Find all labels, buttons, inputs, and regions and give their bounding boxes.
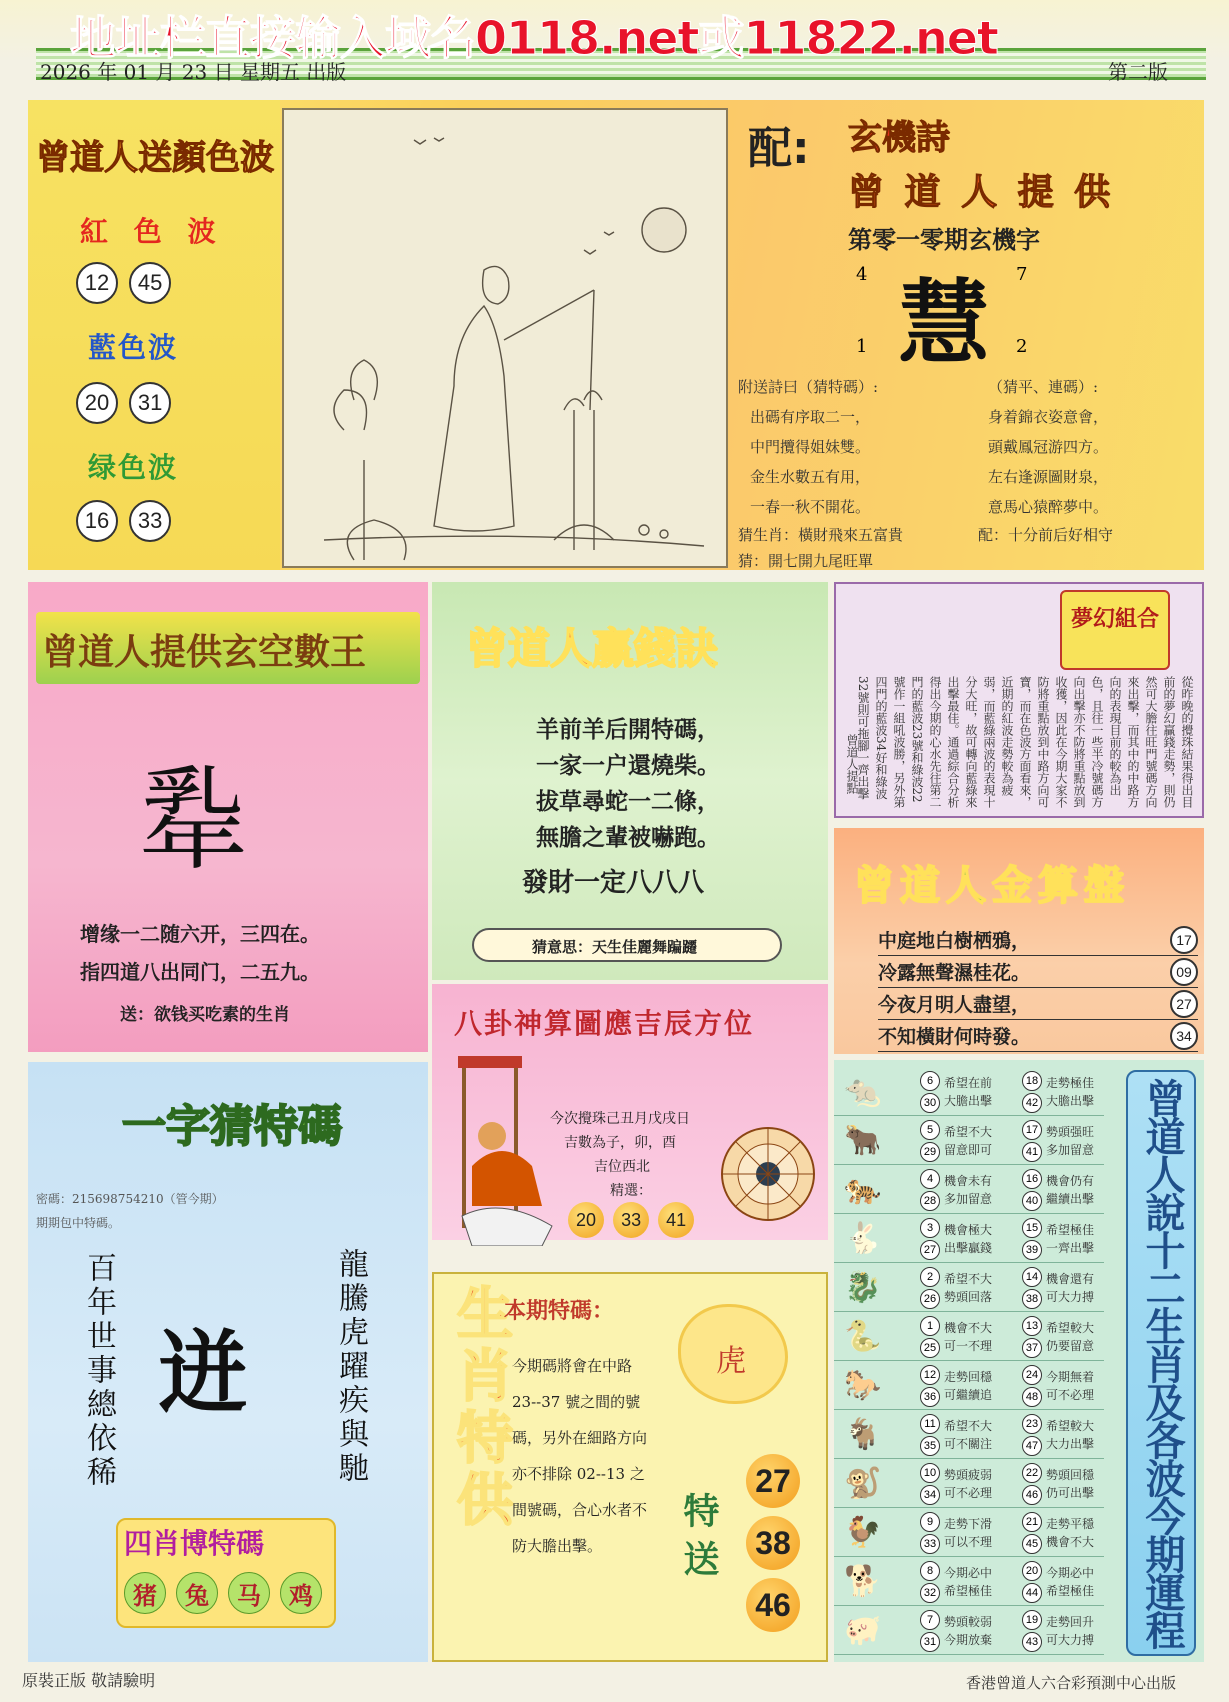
tiger-icon: 🐅 xyxy=(844,1172,882,1207)
four-zodiac-list xyxy=(124,1572,322,1614)
four-zodiac-title: 四肖博特碼 xyxy=(124,1527,265,1560)
zodiac-forecast: 機會不大 可一不理 xyxy=(944,1321,993,1353)
guess-line: 猜：開七開九尾旺單 xyxy=(738,552,874,570)
verse-line: 羊前羊后開特碼， xyxy=(536,716,720,743)
abacus-row xyxy=(878,988,1198,1020)
poem-line: 中門攬得姐妹雙。 xyxy=(750,438,871,456)
zodiac-forecast: 勢頭疲弱 可不必理 xyxy=(944,1468,993,1500)
rabbit-icon: 🐇 xyxy=(844,1221,882,1256)
green-wave-label: 绿色波 xyxy=(88,451,179,484)
zodiac-number: 10 xyxy=(920,1463,940,1483)
bagua-title: 八卦神算圖應吉辰方位 xyxy=(454,1007,755,1040)
poem-line: 出碼有序取二一， xyxy=(750,408,871,426)
dream-badge: 夢幻組合 xyxy=(1060,590,1170,670)
zodiac-number: 12 xyxy=(920,1365,940,1385)
zodiac-number: 11 xyxy=(920,1414,940,1434)
zodiac-forecast: 希望不大 勢頭回落 xyxy=(944,1272,993,1304)
goat-icon: 🐐 xyxy=(844,1417,882,1452)
zodiac-row xyxy=(834,1313,1104,1361)
zodiac-number: 22 xyxy=(1022,1463,1042,1483)
zodiac-number: 7 xyxy=(920,1610,940,1630)
special-send: 特送 xyxy=(678,1492,720,1588)
zodiac-row xyxy=(834,1264,1104,1312)
color-wave-title: 曾道人送顏色波 xyxy=(36,138,274,178)
special-side-title: 生肖特供 xyxy=(448,1284,513,1532)
red-wave-numbers xyxy=(76,262,171,304)
number-ball: 20 xyxy=(568,1202,604,1238)
number-ball: 20 xyxy=(76,382,118,424)
zodiac-row xyxy=(834,1166,1104,1214)
poem-line: 頭戴鳳冠游四方。 xyxy=(988,438,1109,456)
win-secret-verse xyxy=(536,712,720,856)
zodiac-forecast: 走勢回升 可大力搏 xyxy=(1046,1615,1095,1647)
zodiac-number: 8 xyxy=(920,1561,940,1581)
abacus-panel xyxy=(834,828,1204,1054)
zodiac-forecast: 勢頭回穩 仍可出擊 xyxy=(1046,1468,1095,1500)
verse-line: 無膽之輩被嚇跑。 xyxy=(536,824,720,851)
zodiac-number: 43 xyxy=(1022,1632,1042,1652)
zodiac-chip: 鸡 xyxy=(280,1572,322,1614)
zodiac-number: 1 xyxy=(920,1316,940,1336)
zodiac-forecast: 勢頭較弱 今期放棄 xyxy=(944,1615,993,1647)
mystic-character: 慧 xyxy=(898,269,991,377)
special-title: 本期特碼： xyxy=(504,1298,615,1324)
poem-line: 金生水數五有用， xyxy=(750,468,871,486)
zodiac-number: 19 xyxy=(1022,1610,1042,1630)
abacus-row xyxy=(878,956,1198,988)
lady-fishing-illustration xyxy=(282,108,728,568)
horse-icon: 🐎 xyxy=(844,1368,882,1403)
zodiac-chip: 马 xyxy=(228,1572,270,1614)
zodiac-number: 17 xyxy=(1022,1120,1042,1140)
general-on-horse-icon xyxy=(452,1046,562,1246)
snake-icon: 🐍 xyxy=(844,1319,882,1354)
number-ball: 12 xyxy=(76,262,118,304)
red-wave-label: 紅 色 波 xyxy=(80,215,224,248)
monkey-icon: 🐒 xyxy=(844,1466,882,1501)
bagua-line: 吉位西北 xyxy=(594,1159,650,1175)
poem-panel xyxy=(738,100,1204,570)
pei-line: 配：十分前后好相守 xyxy=(978,526,1114,544)
number-ball: 45 xyxy=(129,262,171,304)
bagua-panel xyxy=(432,984,828,1240)
special-number: 27 xyxy=(746,1454,800,1508)
zodiac-forecast: 機會極大 出擊贏錢 xyxy=(944,1223,993,1255)
zodiac-forecast: 希望不大 留意即可 xyxy=(944,1125,993,1157)
zodiac-number: 35 xyxy=(920,1436,940,1456)
zodiac-forecast: 希望較大 大力出擊 xyxy=(1046,1419,1095,1451)
abacus-number: 09 xyxy=(1170,958,1198,986)
zodiac-row xyxy=(834,1558,1104,1606)
provider-label: 曾 道 人 提 供 xyxy=(848,172,1115,213)
footer-right: 香港曾道人六合彩預測中心出版 xyxy=(966,1674,1177,1692)
zodiac-number: 46 xyxy=(1022,1485,1042,1505)
poem-line: 意馬心猿醉夢中。 xyxy=(988,498,1109,516)
xuankong-line: 指四道八出同门，二五九。 xyxy=(80,960,320,984)
blue-wave-numbers xyxy=(76,382,171,424)
footer-left: 原裝正版 敬請驗明 xyxy=(22,1671,156,1690)
zodiac-number: 16 xyxy=(1022,1169,1042,1189)
abacus-list xyxy=(878,924,1198,1052)
dream-body: 從昨晚的攪珠結果得出目前的夢幻贏錢走勢，則仍然可大膽往旺門號碼方向來出擊，而其中的中路方向的表現目前的較為出色，且往一些半冷號碼方向出擊亦不防將重點放到收獲，因此在今期大家不防將重點放到中路方向可寶，而在色波方面看來，近期的紅波走勢較為疲弱，而藍綠兩波的表現十分大旺，故可轉向藍綠來出擊最佳。通過綜合分析得出今期的心水先往第二門的藍波23號和綠波22號作一組吼波勝，另外第四門的藍波34好和綠波32號則可拖腳一齊出擊 xyxy=(856,676,1194,808)
zodiac-number: 29 xyxy=(920,1142,940,1162)
special-zodiac: 虎 xyxy=(716,1344,746,1379)
zodiac-number: 21 xyxy=(1022,1512,1042,1532)
corner-digit: 4 xyxy=(856,264,868,285)
bagua-line: 精選： xyxy=(610,1183,652,1199)
dream-panel xyxy=(834,582,1204,818)
special-numbers xyxy=(746,1454,800,1632)
bagua-line: 今次攪珠己丑月戊戌日 xyxy=(550,1111,690,1127)
zodiac-forecast: 走勢平穩 機會不大 xyxy=(1046,1517,1095,1549)
ox-icon: 🐂 xyxy=(844,1123,882,1158)
zodiac-number: 5 xyxy=(920,1120,940,1140)
zodiac-row xyxy=(834,1509,1104,1557)
zodiac-row xyxy=(834,1068,1104,1116)
abacus-line: 今夜月明人盡望， xyxy=(878,994,1031,1016)
bagua-numbers xyxy=(568,1202,698,1238)
zodiac-forecast: 今期必中 希望極佳 xyxy=(1046,1566,1095,1598)
zodiac-row xyxy=(834,1411,1104,1459)
corner-digit: 2 xyxy=(1016,336,1028,357)
rat-icon: 🐀 xyxy=(844,1074,882,1109)
number-ball: 41 xyxy=(658,1202,694,1238)
zodiac-row xyxy=(834,1362,1104,1410)
rooster-icon: 🐓 xyxy=(844,1515,882,1550)
xuankong-gift: 送：欲钱买吃素的生肖 xyxy=(120,1005,290,1025)
zodiac-forecast: 機會還有 可大力搏 xyxy=(1046,1272,1095,1304)
zodiac-number: 15 xyxy=(1022,1218,1042,1238)
zodiac-number: 14 xyxy=(1022,1267,1042,1287)
zodiac-forecast: 機會未有 多加留意 xyxy=(944,1174,993,1206)
zodiac-forecast: 勢頭强旺 多加留意 xyxy=(1046,1125,1095,1157)
zodiac-row xyxy=(834,1215,1104,1263)
zodiac-chip: 兔 xyxy=(176,1572,218,1614)
pig-icon: 🐖 xyxy=(844,1613,882,1648)
zodiac-number: 36 xyxy=(920,1387,940,1407)
poem-intro-right: （猜平、連碼）: xyxy=(988,378,1099,396)
bagua-line: 吉數為子，卯，酉 xyxy=(564,1135,676,1151)
poem-line: 左右逢源圖財泉， xyxy=(988,468,1109,486)
green-wave-numbers xyxy=(76,500,171,542)
poem-line: 一春一秋不開花。 xyxy=(750,498,871,516)
zodiac-number: 32 xyxy=(920,1583,940,1603)
secret-code: 密碼：215698754210（管今期） xyxy=(36,1192,224,1206)
zodiac-table xyxy=(834,1068,1114,1658)
zodiac-chip: 猪 xyxy=(124,1572,166,1614)
zodiac-number: 18 xyxy=(1022,1071,1042,1091)
twelve-zodiac-panel xyxy=(834,1060,1204,1662)
sketch-drawing xyxy=(284,110,726,566)
number-ball: 33 xyxy=(613,1202,649,1238)
zodiac-number: 25 xyxy=(920,1338,940,1358)
url-banner: 地址栏直接输入域名0118.net或11822.net xyxy=(70,11,998,65)
zodiac-row xyxy=(834,1607,1104,1655)
poem-line: 身着錦衣姿意會， xyxy=(988,408,1109,426)
zodiac-number: 3 xyxy=(920,1218,940,1238)
corner-digit: 7 xyxy=(1016,264,1028,285)
zodiac-number: 13 xyxy=(1022,1316,1042,1336)
abacus-line: 不知橫財何時發。 xyxy=(878,1026,1031,1048)
zodiac-number: 27 xyxy=(920,1240,940,1260)
poem-right xyxy=(988,402,1108,522)
poem-left xyxy=(750,402,870,522)
issue-title: 第零一零期玄機字 xyxy=(848,225,1040,254)
zodiac-forecast: 機會仍有 繼續出擊 xyxy=(1046,1174,1095,1206)
zodiac-number: 2 xyxy=(920,1267,940,1287)
zodiac-number: 44 xyxy=(1022,1583,1042,1603)
zodiac-number: 9 xyxy=(920,1512,940,1532)
abacus-row xyxy=(878,1020,1198,1052)
zodiac-forecast: 今期必中 希望極佳 xyxy=(944,1566,993,1598)
xuankong-panel xyxy=(28,582,428,1052)
zodiac-side-title: 曾道人說十二生肖及各波今期運程 xyxy=(1139,1078,1186,1648)
zodiac-forecast: 希望不大 可不關注 xyxy=(944,1419,993,1451)
zodiac-number: 47 xyxy=(1022,1436,1042,1456)
edition-label: 第二版 xyxy=(1108,60,1168,84)
verse-line: 一家一户還燒柴。 xyxy=(536,752,720,779)
abacus-line: 中庭地白樹栖鴉， xyxy=(878,930,1031,952)
guess-zodiac: 猜生肖：橫財飛來五富貴 xyxy=(738,526,904,544)
win-secret-panel xyxy=(432,582,828,980)
zodiac-number: 26 xyxy=(920,1289,940,1309)
verse-line: 拔草尋蛇一二條， xyxy=(536,788,720,815)
zodiac-forecast: 希望極佳 一齊出擊 xyxy=(1046,1223,1095,1255)
zodiac-number: 24 xyxy=(1022,1365,1042,1385)
zodiac-number: 31 xyxy=(920,1632,940,1652)
special-number: 46 xyxy=(746,1578,800,1632)
zodiac-forecast: 希望在前 大膽出擊 xyxy=(944,1076,993,1108)
left-verse: 百年世事總依稀 xyxy=(81,1252,116,1490)
one-word-title: 一字猜特碼 xyxy=(122,1101,342,1152)
zodiac-number: 42 xyxy=(1022,1093,1042,1113)
zodiac-number: 30 xyxy=(920,1093,940,1113)
zodiac-number: 4 xyxy=(920,1169,940,1189)
zodiac-number: 28 xyxy=(920,1191,940,1211)
abacus-number: 17 xyxy=(1170,926,1198,954)
zodiac-number: 33 xyxy=(920,1534,940,1554)
zodiac-number: 38 xyxy=(1022,1289,1042,1309)
zodiac-row xyxy=(834,1117,1104,1165)
abacus-title: 曾道人金算盤 xyxy=(854,863,1130,909)
dream-signature: 曾道人提點 xyxy=(845,734,859,794)
xuankong-glyph: 𢆡 xyxy=(138,756,248,884)
poem-title: 玄機詩 xyxy=(848,118,950,158)
riddle-text: 猜意思：天生佳麗舞蹁躚 xyxy=(532,938,698,956)
dog-icon: 🐕 xyxy=(844,1564,882,1599)
zodiac-forecast: 走勢回穩 可繼續追 xyxy=(944,1370,993,1402)
zodiac-number: 45 xyxy=(1022,1534,1042,1554)
zodiac-row xyxy=(834,1460,1104,1508)
zodiac-number: 40 xyxy=(1022,1191,1042,1211)
zodiac-forecast: 走勢下滑 可以不理 xyxy=(944,1517,993,1549)
zodiac-forecast: 今期無着 可不必理 xyxy=(1046,1370,1095,1402)
corner-digit: 1 xyxy=(856,336,868,357)
zodiac-forecast: 走勢極佳 大膽出擊 xyxy=(1046,1076,1095,1108)
one-word-glyph: 迸 xyxy=(158,1320,248,1426)
code-note: 期期包中特碼。 xyxy=(36,1216,121,1230)
poem-intro-left: 附送詩曰（猜特碼）: xyxy=(738,378,879,396)
win-secret-title: 曾道人赢錢訣 xyxy=(466,624,719,673)
zodiac-number: 41 xyxy=(1022,1142,1042,1162)
abacus-row xyxy=(878,924,1198,956)
one-word-panel xyxy=(28,1062,428,1662)
zodiac-number: 20 xyxy=(1022,1561,1042,1581)
blue-wave-label: 藍色波 xyxy=(88,331,179,364)
issue-date: 2026 年 01 月 23 日 星期五 出版 xyxy=(40,60,347,84)
number-ball: 33 xyxy=(129,500,171,542)
bagua-wheel-icon xyxy=(718,1124,818,1224)
special-panel xyxy=(432,1272,828,1662)
abacus-number: 34 xyxy=(1170,1022,1198,1050)
zodiac-number: 48 xyxy=(1022,1387,1042,1407)
zodiac-number: 34 xyxy=(920,1485,940,1505)
xuankong-line: 增缘一二随六开，三四在。 xyxy=(80,922,320,946)
zodiac-number: 39 xyxy=(1022,1240,1042,1260)
pei-label: 配: xyxy=(748,123,810,174)
number-ball: 16 xyxy=(76,500,118,542)
zodiac-number: 23 xyxy=(1022,1414,1042,1434)
abacus-number: 27 xyxy=(1170,990,1198,1018)
abacus-line: 冷露無聲濕桂花。 xyxy=(878,962,1031,984)
zodiac-number: 6 xyxy=(920,1071,940,1091)
right-verse: 龍騰虎躍疾與馳 xyxy=(333,1248,368,1486)
number-ball: 31 xyxy=(129,382,171,424)
win-secret-closing: 發財一定八八八 xyxy=(522,868,705,898)
zodiac-number: 37 xyxy=(1022,1338,1042,1358)
special-number: 38 xyxy=(746,1516,800,1570)
dragon-icon: 🐉 xyxy=(844,1270,882,1305)
color-wave-panel xyxy=(28,100,280,570)
xuankong-title: 曾道人提供玄空數王 xyxy=(42,632,367,673)
special-body: 今期碼將會在中路 23--37 號之間的號碼，另外在細路方向亦不排除 02--13 之間號碼，合心水者不防大膽出擊。 xyxy=(512,1357,648,1555)
zodiac-forecast: 希望較大 仍要留意 xyxy=(1046,1321,1095,1353)
